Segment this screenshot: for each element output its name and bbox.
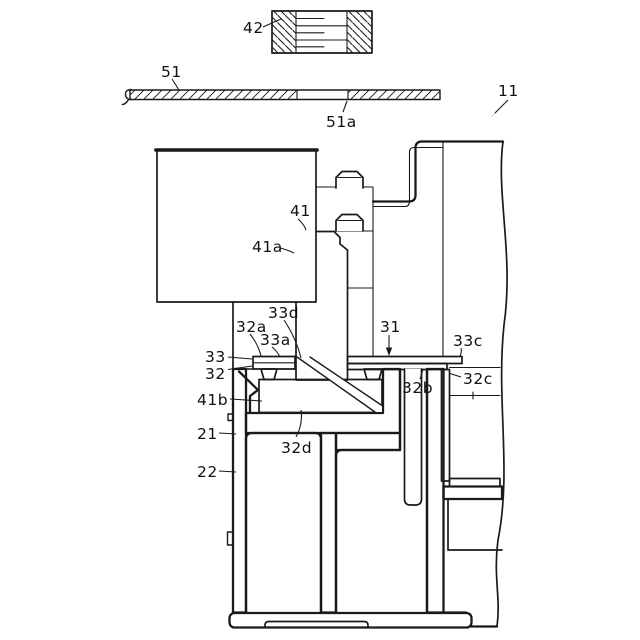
- label-31: 31: [380, 318, 401, 336]
- label-41: 41: [290, 202, 311, 220]
- arrowhead-31: [386, 348, 392, 357]
- label-33c: 33c: [453, 332, 483, 350]
- right-body-hatch-band: [444, 487, 503, 500]
- break-line-wavy: [496, 142, 507, 627]
- label-32b: 32b: [402, 379, 434, 397]
- rivet-head-upper: [336, 172, 363, 189]
- terminal-rivet-left: [261, 369, 277, 380]
- core-hatch-right: [347, 11, 372, 53]
- housing-left-wall: [233, 369, 246, 613]
- housing-mid-wall: [321, 433, 336, 613]
- label-33d: 33d: [268, 304, 300, 322]
- rivet-head-lower: [336, 215, 363, 232]
- label-21: 21: [197, 425, 218, 443]
- housing-shelf: [336, 433, 400, 450]
- label-51a: 51a: [326, 113, 357, 131]
- plate-31-33c-top: [348, 357, 463, 364]
- sheet-window-51a: [297, 90, 348, 100]
- label-22: 22: [197, 463, 218, 481]
- plate-32c-leg: [450, 479, 501, 487]
- reference-arrow-11: [490, 100, 508, 118]
- terminal-rivet-right: [364, 369, 382, 380]
- part-51-sheet: [123, 90, 441, 105]
- core-hatch-left: [272, 11, 296, 53]
- label-32d: 32d: [281, 439, 313, 457]
- label-42: 42: [243, 19, 264, 37]
- label-51: 51: [161, 63, 182, 81]
- sheet-hatch: [130, 90, 440, 100]
- part-42-core: [272, 11, 372, 53]
- label-33: 33: [205, 348, 226, 366]
- housing-floor: [246, 369, 400, 433]
- label-33a: 33a: [260, 331, 291, 349]
- label-32c: 32c: [463, 370, 493, 388]
- label-11: 11: [498, 82, 519, 100]
- cavity-left: [246, 433, 321, 613]
- upper-left-block: [157, 150, 316, 302]
- label-32: 32: [205, 365, 226, 383]
- label-41b: 41b: [197, 391, 229, 409]
- label-41a: 41a: [252, 238, 283, 256]
- label-32a: 32a: [236, 318, 267, 336]
- case-bottom-plate: [230, 613, 472, 628]
- lead-step-outline: [373, 142, 503, 202]
- elevation-parts: [156, 142, 503, 506]
